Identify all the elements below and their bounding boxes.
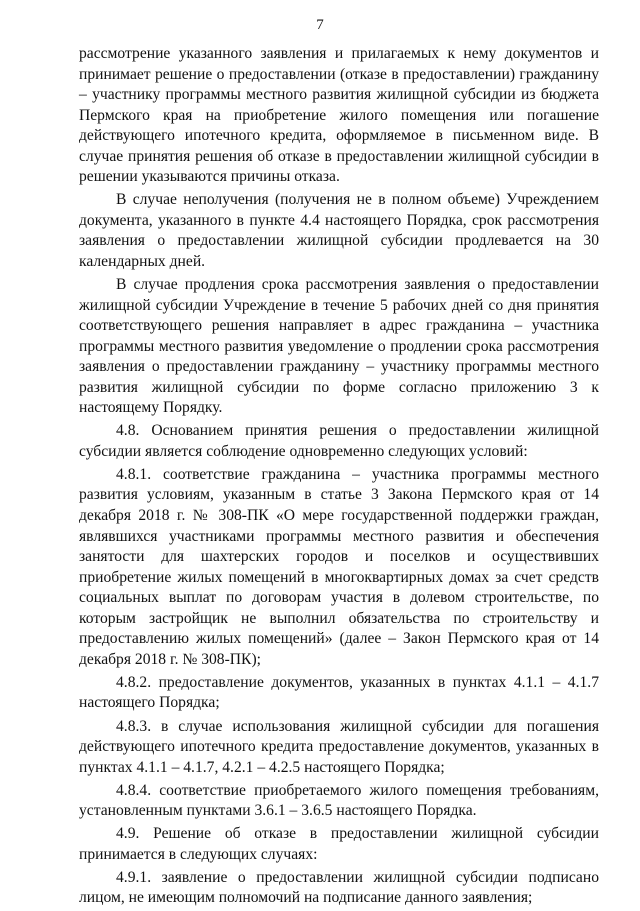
paragraph-4-8: 4.8. Основанием принятия решения о предоставлении жилищной субсидии является соблюдение одновременно следующих условий: — [79, 422, 599, 460]
paragraph-extension-notice: В случае продления срока рассмотрения заявления о предоставлении жилищной субсидии Учреждение в течение 5 рабочих дней со дня принятия соответствующего решения направляет в адрес гражданина – участника программы местного развития уведомление о продлении срока рассмотрения заявления о предоставлении гражданину – участнику программы местного развития жилищной субсидии по форме согласно приложению 3 к настоящему Порядку. — [79, 276, 599, 417]
paragraph-extension-term: В случае неполучения (получения не в полном объеме) Учреждением документа, указанного в пункте 4.4 настоящего Порядка, срок рассмотрения заявления о предоставлении жилищной субсидии продлевается на 30 календарных дней. — [79, 191, 599, 270]
page-number: 7 — [316, 17, 324, 33]
paragraph-continuation: рассмотрение указанного заявления и прилагаемых к нему документов и принимает решение о предоставлении (отказе в предоставлении) гражданину – участнику программы местного развития жилищной субсидии из бюджета Пермского края на приобретение жилого помещения или погашение действующего ипотечного кредита, оформляемое в письменном виде. В случае принятия решения об отказе в предоставлении жилищной субсидии в решении указываются причины отказа. — [79, 45, 599, 186]
paragraph-4-8-3: 4.8.3. в случае использования жилищной субсидии для погашения действующего ипотечного кредита предоставление документов, указанных в пунктах 4.1.1 – 4.1.7, 4.2.1 – 4.2.5 настоящего Порядка; — [79, 717, 599, 776]
paragraph-4-9-1: 4.9.1. заявление о предоставлении жилищной субсидии подписано лицом, не имеющим полномочий на подписание данного заявления; — [79, 868, 599, 907]
paragraph-4-9: 4.9. Решение об отказе в предоставлении жилищной субсидии принимается в следующих случаях: — [79, 825, 599, 863]
paragraph-4-8-2: 4.8.2. предоставление документов, указанных в пунктах 4.1.1 – 4.1.7 настоящего Порядка; — [79, 673, 599, 712]
document-body — [79, 44, 599, 911]
paragraph-4-8-4: 4.8.4. соответствие приобретаемого жилого помещения требованиям, установленным пунктами 3.6.1 – 3.6.5 настоящего Порядка. — [79, 781, 599, 820]
paragraph-4-8-1: 4.8.1. соответствие гражданина – участника программы местного развития условиям, указанным в статье 3 Закона Пермского края от 14 декабря 2018 г. № 308-ПК «О мере государственной поддержки граждан, являвшихся участниками программы местного развития и обеспечения занятости для шахтерских городов и поселков и осуществивших приобретение жилых помещений в многоквартирных домах за счет средств социальных выплат по договорам участия в долевом строительстве, по которым застройщик не выполнил обязательства по строительству и предоставлению жилых помещений» (далее – Закон Пермского края от 14 декабря 2018 г. № 308-ПК); — [79, 465, 599, 668]
